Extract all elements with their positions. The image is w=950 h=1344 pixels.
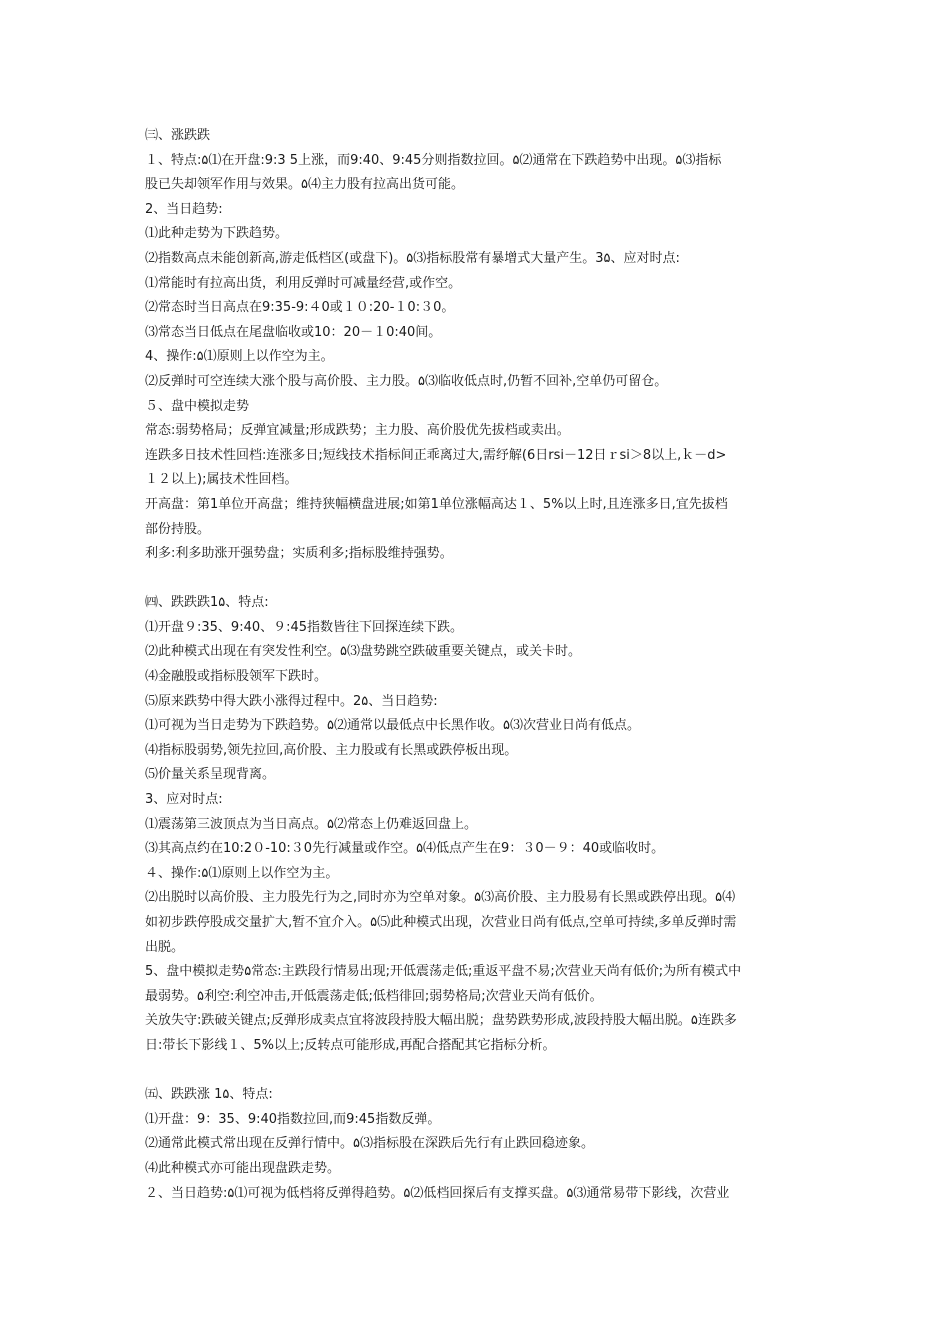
text-line: ㈢、涨跌跌 <box>145 128 211 143</box>
text-line: ⑴常能时有拉高出货，利用反弹时可减量经营,或作空。 <box>145 275 462 291</box>
text-line: ⑴可视为当日走势为下跌趋势。۵⑵通常以最低点中长黑作收。۵⑶次营业日尚有低点。 <box>145 718 640 734</box>
paragraph-gap <box>145 567 815 592</box>
text-line: ㈤、跌跌涨 1۵、特点: <box>145 1087 273 1103</box>
text-line: ５、盘中模拟走势 <box>145 398 250 414</box>
text-line: 日:带长下影线１、5%以上;反转点可能形成,再配合搭配其它指标分析。 <box>145 1037 556 1053</box>
text-line: ⑴开盘：9：35、9:40指数拉回,而9:45指数反弹。 <box>145 1111 441 1127</box>
document-body <box>145 124 815 1206</box>
text-line: ⑵指数高点未能创新高,游走低档区(或盘下)。۵⑶指标股常有暴增式大量产生。3۵、应对时点: <box>145 250 680 266</box>
text-line: 4、操作:۵⑴原则上以作空为主。 <box>145 349 334 365</box>
text-line: ⑸价量关系呈现背离。 <box>145 767 276 783</box>
text-line: ⑷指标股弱势,领先拉回,高价股、主力股或有长黑或跌停板出现。 <box>145 742 518 758</box>
text-line: １２以上);属技术性回档。 <box>145 472 298 488</box>
text-line: 连跌多日技术性回档:连涨多日;短线技术指标间正乖离过大,需纾解(6日rsi－12日ｒsi＞8以上,ｋ－d> <box>145 447 727 463</box>
text-line: 关放失守:跌破关键点;反弹形成卖点宜将波段持股大幅出脱；盘势跌势形成,波段持股大幅出脱。۵连跌多 <box>145 1013 737 1029</box>
text-line: ⑶常态当日低点在尾盘临收或10：20－１0:40间。 <box>145 324 442 340</box>
text-line: ⑵反弹时可空连续大涨个股与高价股、主力股。۵⑶临收低点时,仍暂不回补,空单仍可留仓。 <box>145 373 668 389</box>
text-line: 最弱势。۵利空:利空冲击,开低震荡走低;低档徘回;弱势格局;次营业天尚有低价。 <box>145 988 603 1004</box>
text-line: ⑵常态时当日高点在9:35-9:４0或１０:20-１0:３0。 <box>145 300 455 316</box>
text-line: 常态:弱势格局；反弹宜减量;形成跌势；主力股、高价股优先拔档或卖出。 <box>145 423 570 439</box>
text-line: １、特点:۵⑴在开盘:9:3 5上涨，而9:40、9:45分则指数拉回。۵⑵通常在下跌趋势中出现。۵⑶指标 <box>145 152 722 168</box>
text-line: ⑴此种走势为下跌趋势。 <box>145 226 289 242</box>
text-line: ⑴震荡第三波顶点为当日高点。۵⑵常态上仍难返回盘上。 <box>145 816 477 832</box>
text-line: 出脱。 <box>145 939 185 955</box>
text-line: 开高盘：第1单位开高盘；维持狭幅横盘进展;如第1单位涨幅高达１、5%以上时,且连涨多日,宜先拔档 <box>145 496 728 512</box>
text-line: 如初步跌停股成交量扩大,暂不宜介入。۵⑸此种模式出现，次营业日尚有低点,空单可持续,多单反弹时需 <box>145 915 737 930</box>
text-line: 部份持股。 <box>145 521 211 537</box>
text-line: 5、盘中模拟走势۵常态:主跌段行情易出现;开低震荡走低;重返平盘不易;次营业天尚有低价;为所有模式中 <box>145 964 742 980</box>
text-line: 2、当日趋势: <box>145 201 223 217</box>
text-line: 股已失却领军作用与效果。۵⑷主力股有拉高出货可能。 <box>145 177 464 193</box>
text-line: 利多:利多助涨开强势盘；实质利多;指标股维持强势。 <box>145 546 453 562</box>
text-line: ㈣、跌跌跌1۵、特点: <box>145 595 269 611</box>
text-line: ⑶其高点约在10:2０-10:３0先行减量或作空。۵⑷低点产生在9：３0－９：40或临收时。 <box>145 841 665 857</box>
text-line: ⑵通常此模式常出现在反弹行情中。۵⑶指标股在深跌后先行有止跌回稳迹象。 <box>145 1136 594 1152</box>
text-line: ⑵此种模式出现在有突发性利空。۵⑶盘势跳空跌破重要关键点，或关卡时。 <box>145 644 581 660</box>
text-line: ⑷金融股或指标股领军下跌时。 <box>145 669 328 685</box>
text-line: ⑵出脱时以高价股、主力股先行为之,同时亦为空单对象。۵⑶高价股、主力股易有长黑或跌停出现。۵⑷ <box>145 890 736 906</box>
text-line: ２、当日趋势:۵⑴可视为低档将反弹得趋势。۵⑵低档回探后有支撑买盘。۵⑶通常易带下影线，次营业 <box>145 1185 730 1201</box>
paragraph-gap <box>145 1059 815 1084</box>
text-line: ４、操作:۵⑴原则上以作空为主。 <box>145 865 339 881</box>
text-line: 3、应对时点: <box>145 792 223 808</box>
text-line: ⑴开盘９:35、9:40、９:45指数皆往下回探连续下跌。 <box>145 619 464 635</box>
text-line: ⑸原来跌势中得大跌小涨得过程中。2۵、当日趋势: <box>145 693 438 709</box>
text-line: ⑷此种模式亦可能出现盘跌走势。 <box>145 1160 341 1176</box>
